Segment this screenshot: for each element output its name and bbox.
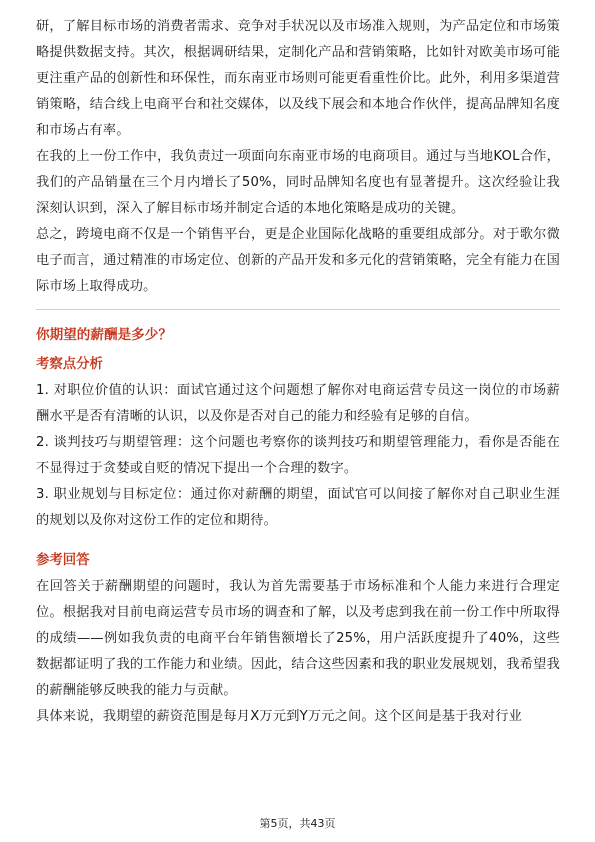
question-title: 你期望的薪酬是多少？ xyxy=(36,327,172,343)
page-number: 第5页，共43页 xyxy=(259,817,336,830)
answer-heading: 参考回答 xyxy=(36,553,90,568)
answer-paragraph-2: 具体来说，我期望的薪资范围是每月X万元到Y万元之间。这个区间是基于我对行业 xyxy=(36,709,523,724)
intro-paragraph-2: 在我的上一份工作中，我负责过一项面向东南亚市场的电商项目。通过与当地KOL合作，我们的产品销量在三个月内增长了50%，同时品牌知名度也有显著提升。这次经验让我深刻认识到，深入了解目标市场并制定合适的本地化策略是成功的关键。 xyxy=(36,149,560,216)
intro-paragraph-1: 研，了解目标市场的消费者需求、竞争对手状况以及市场准入规则，为产品定位和市场策略提供数据支持。其次，根据调研结果，定制化产品和营销策略，比如针对欧美市场可能更注重产品的创新性和环保性，而东南亚市场则可能更看重性价比。此外，利用多渠道营销策略，结合线上电商平台和社交媒体，以及线下展会和本地合作伙伴，提高品牌知名度和市场占有率。 xyxy=(36,19,560,138)
analysis-point-3: 3. 职业规划与目标定位：通过你对薪酬的期望，面试官可以间接了解你对自己职业生涯的规划以及你对这份工作的定位和期待。 xyxy=(36,487,560,528)
analysis-heading: 考察点分析 xyxy=(36,357,103,372)
intro-paragraph-3: 总之，跨境电商不仅是一个销售平台，更是企业国际化战略的重要组成部分。对于歌尔微电子而言，通过精准的市场定位、创新的产品开发和多元化的营销策略，完全有能力在国际市场上取得成功。 xyxy=(36,227,560,294)
page-content xyxy=(36,14,560,730)
section-divider xyxy=(36,309,560,310)
answer-paragraph-1: 在回答关于薪酬期望的问题时，我认为首先需要基于市场标准和个人能力来进行合理定位。根据我对目前电商运营专员市场的调查和了解，以及考虑到我在前一份工作中所取得的成绩——例如我负责的电商平台年销售额增长了25%，用户活跃度提升了40%，这些数据都证明了我的工作能力和业绩。因此，结合这些因素和我的职业发展规划，我希望我的薪酬能够反映我的能力与贡献。 xyxy=(36,579,560,698)
analysis-point-2: 2. 谈判技巧与期望管理：这个问题也考察你的谈判技巧和期望管理能力，看你是否能在不显得过于贪婪或自贬的情况下提出一个合理的数字。 xyxy=(36,435,560,476)
analysis-point-1: 1. 对职位价值的认识：面试官通过这个问题想了解你对电商运营专员这一岗位的市场薪酬水平是否有清晰的认识，以及你是否对自己的能力和经验有足够的自信。 xyxy=(36,383,560,424)
